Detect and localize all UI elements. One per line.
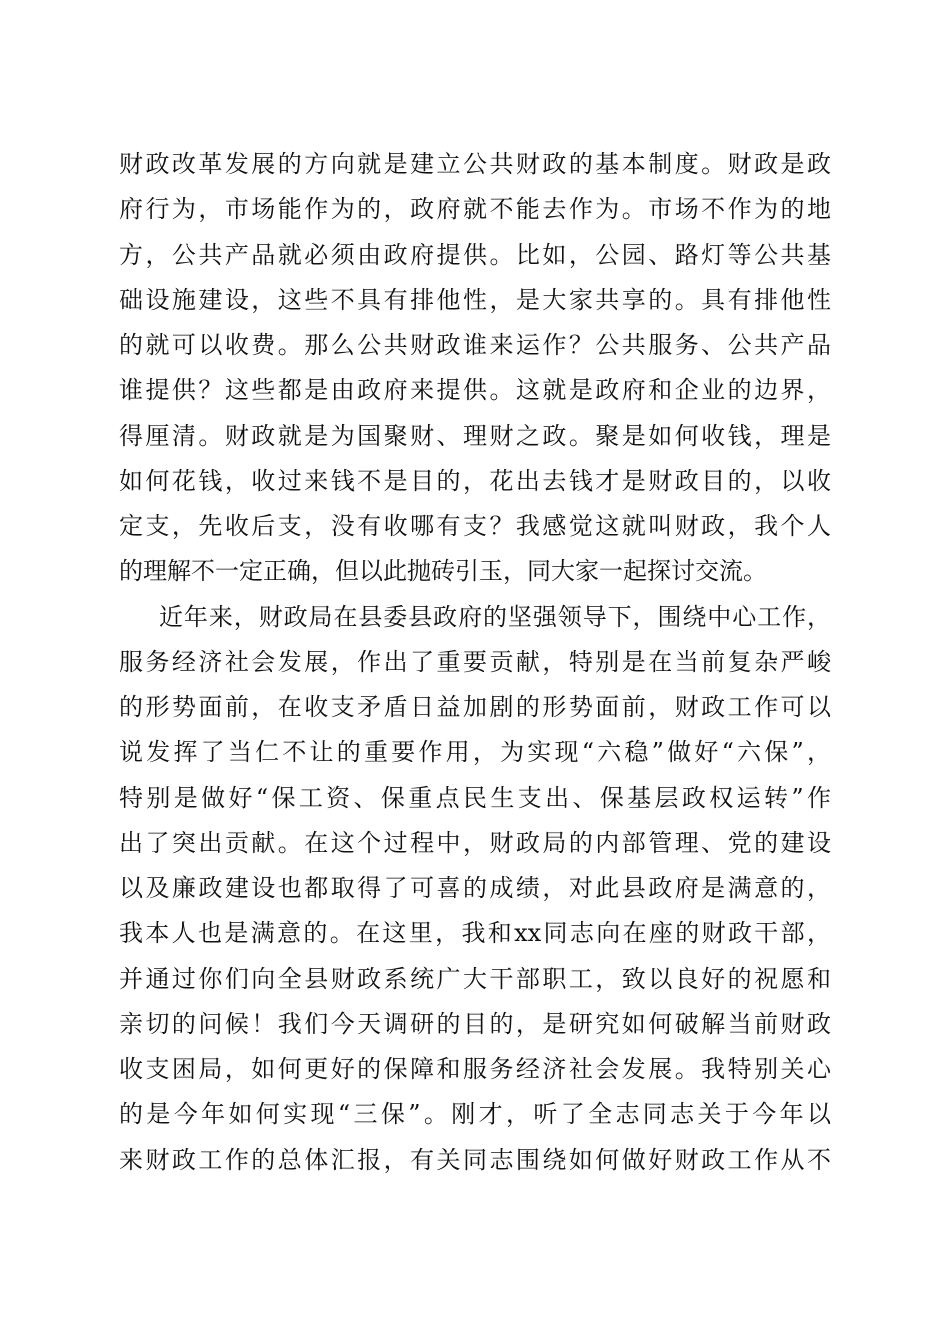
text-line-3: 方，公共产品就必须由政府提供。比如，公园、路灯等公共基 xyxy=(119,240,831,269)
text-line-11: 近年来，财政局在县委县政府的坚强领导下，围绕中心工作， xyxy=(159,602,831,631)
text-line-21: 收支困局，如何更好的保障和服务经济社会发展。我特别关心 xyxy=(119,1055,831,1083)
text-line-2: 府行为，市场能作为的，政府就不能去作为。市场不作为的地 xyxy=(119,195,831,224)
text-line-4: 础设施建设，这些不具有排他性，是大家共享的。具有排他性 xyxy=(119,285,831,314)
text-line-13: 的形势面前，在收支矛盾日益加剧的形势面前，财政工作可以 xyxy=(119,693,831,721)
body-text xyxy=(119,142,831,1183)
text-line-1: 财政改革发展的方向就是建立公共财政的基本制度。财政是政 xyxy=(119,150,831,178)
text-line-7: 得厘清。财政就是为国聚财、理财之政。聚是如何收钱，理是 xyxy=(119,421,831,450)
text-line-5: 的就可以收费。那么公共财政谁来运作？公共服务、公共产品 xyxy=(119,331,831,359)
text-line-20: 亲切的问候！我们今天调研的目的，是研究如何破解当前财政 xyxy=(119,1009,831,1038)
text-line-22: 的是今年如何实现“三保”。刚才，听了全志同志关于今年以 xyxy=(119,1100,831,1129)
text-line-23: 来财政工作的总体汇报，有关同志围绕如何做好财政工作从不 xyxy=(119,1145,831,1174)
text-line-6: 谁提供？这些都是由政府来提供。这就是政府和企业的边界， xyxy=(119,376,831,405)
text-line-8: 如何花钱，收过来钱不是目的，花出去钱才是财政目的，以收 xyxy=(119,466,831,495)
text-line-18: 我本人也是满意的。在这里，我和xx同志向在座的财政干部， xyxy=(119,919,831,948)
text-line-12: 服务经济社会发展，作出了重要贡献，特别是在当前复杂严峻 xyxy=(119,647,831,676)
text-line-10: 的理解不一定正确，但以此抛砖引玉，同大家一起探讨交流。 xyxy=(119,557,767,586)
text-line-14: 说发挥了当仁不让的重要作用，为实现“六稳”做好“六保”， xyxy=(119,738,831,767)
text-line-15: 特别是做好“保工资、保重点民生支出、保基层政权运转”作 xyxy=(119,783,831,812)
text-line-17: 以及廉政建设也都取得了可喜的成绩，对此县政府是满意的， xyxy=(119,874,831,902)
text-line-16: 出了突出贡献。在这个过程中，财政局的内部管理、党的建设 xyxy=(119,828,831,857)
text-line-19: 并通过你们向全县财政系统广大干部职工，致以良好的祝愿和 xyxy=(119,964,831,993)
text-line-9: 定支，先收后支，没有收哪有支？我感觉这就叫财政，我个人 xyxy=(119,512,831,540)
